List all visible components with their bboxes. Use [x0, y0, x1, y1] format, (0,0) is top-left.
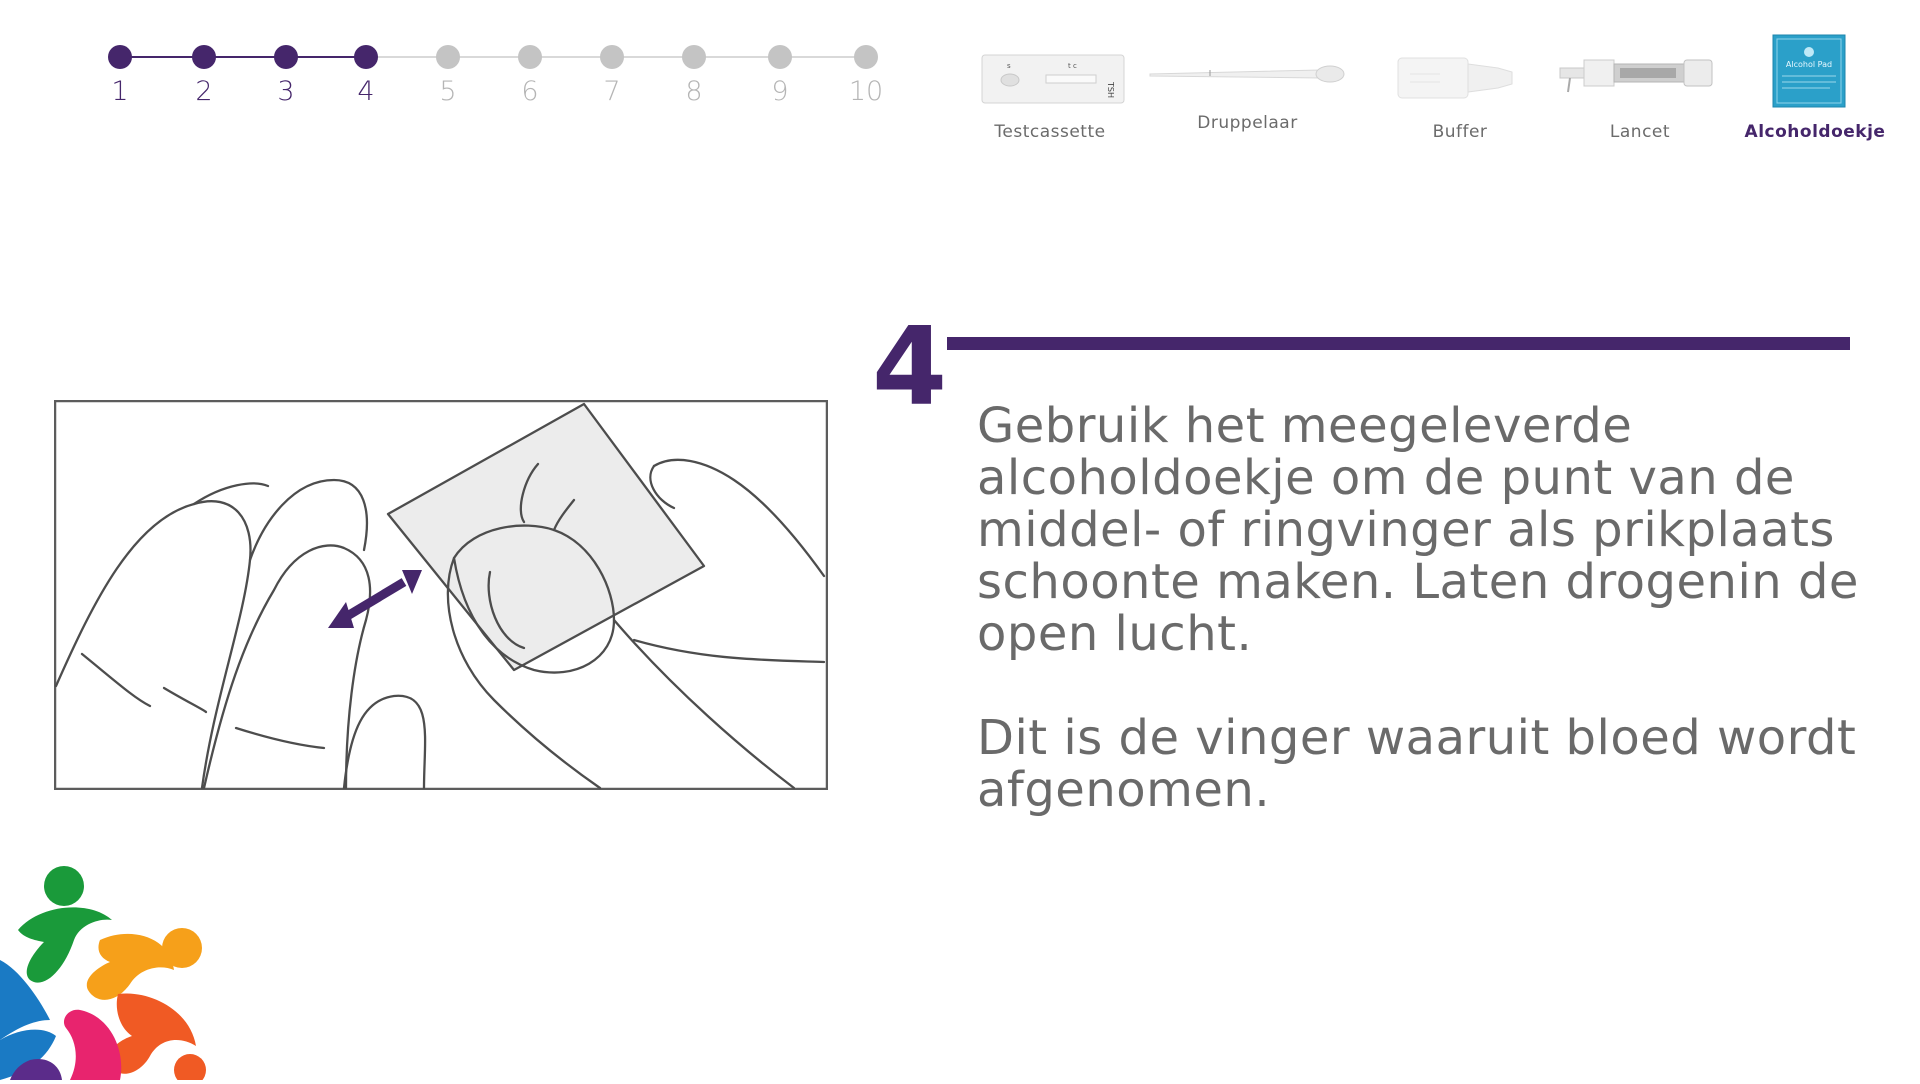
- alcohol-pad-text: Alcohol Pad: [1785, 60, 1833, 69]
- instruction-note: Dit is de vinger waaruit bloed wordt afgenomen.: [977, 710, 1857, 818]
- stepper-dot-8: [682, 45, 706, 69]
- instruction-text: Gebruik het meegeleverde alcoholdoekje om de punt van de middel- of ringvinger als prikplaats schoonte maken. Laten drogenin de open lucht.: [977, 398, 1859, 662]
- material-label: Testcassette: [994, 122, 1106, 142]
- stepper-dot-7: [600, 45, 624, 69]
- stepper-dot-10: [854, 45, 878, 69]
- stepper-dot-3: [274, 45, 298, 69]
- brand-logo: [0, 860, 215, 1080]
- svg-text:s: s: [1007, 62, 1011, 70]
- material-alcohol-pad: [1730, 20, 1900, 150]
- material-label: Alcoholdoekje: [1744, 122, 1886, 142]
- test-cassette-icon: [960, 30, 1140, 120]
- material-label: Buffer: [1432, 122, 1488, 142]
- stepper-label-9: 9: [771, 76, 789, 107]
- material-dropper: [1140, 20, 1355, 150]
- stepper-label-1: 1: [111, 76, 129, 107]
- material-lancet: [1550, 20, 1730, 150]
- illustration-cleaning-finger: [54, 400, 828, 790]
- materials-list: [960, 20, 1900, 150]
- material-label: Druppelaar: [1197, 113, 1298, 133]
- stepper-label-10: 10: [848, 76, 884, 107]
- stepper-label-4: 4: [357, 76, 375, 107]
- stepper-dot-4: [354, 45, 378, 69]
- stepper-label-8: 8: [685, 76, 703, 107]
- stepper-dot-6: [518, 45, 542, 69]
- stepper-label-5: 5: [439, 76, 457, 107]
- stepper-dot-5: [436, 45, 460, 69]
- material-test-cassette: [960, 20, 1140, 150]
- stepper-label-6: 6: [521, 76, 539, 107]
- stepper-label-2: 2: [195, 76, 213, 107]
- stepper-label-7: 7: [603, 76, 621, 107]
- dropper-icon: [1140, 30, 1355, 120]
- stepper-label-3: 3: [277, 76, 295, 107]
- stepper-dot-9: [768, 45, 792, 69]
- lancet-icon: [1550, 30, 1730, 120]
- stepper-dot-1: [108, 45, 132, 69]
- progress-stepper: [100, 40, 900, 120]
- buffer-bottle-icon: [1370, 30, 1550, 120]
- instruction-block: [977, 400, 1877, 816]
- material-label: Lancet: [1609, 122, 1671, 142]
- svg-text:t c: t c: [1068, 62, 1077, 70]
- cassette-marking: TSH: [1106, 82, 1115, 98]
- alcohol-pad-icon: [1730, 30, 1900, 120]
- step-number: 4: [872, 305, 948, 430]
- stepper-dot-2: [192, 45, 216, 69]
- material-buffer: [1370, 20, 1550, 150]
- step-divider: [947, 337, 1850, 350]
